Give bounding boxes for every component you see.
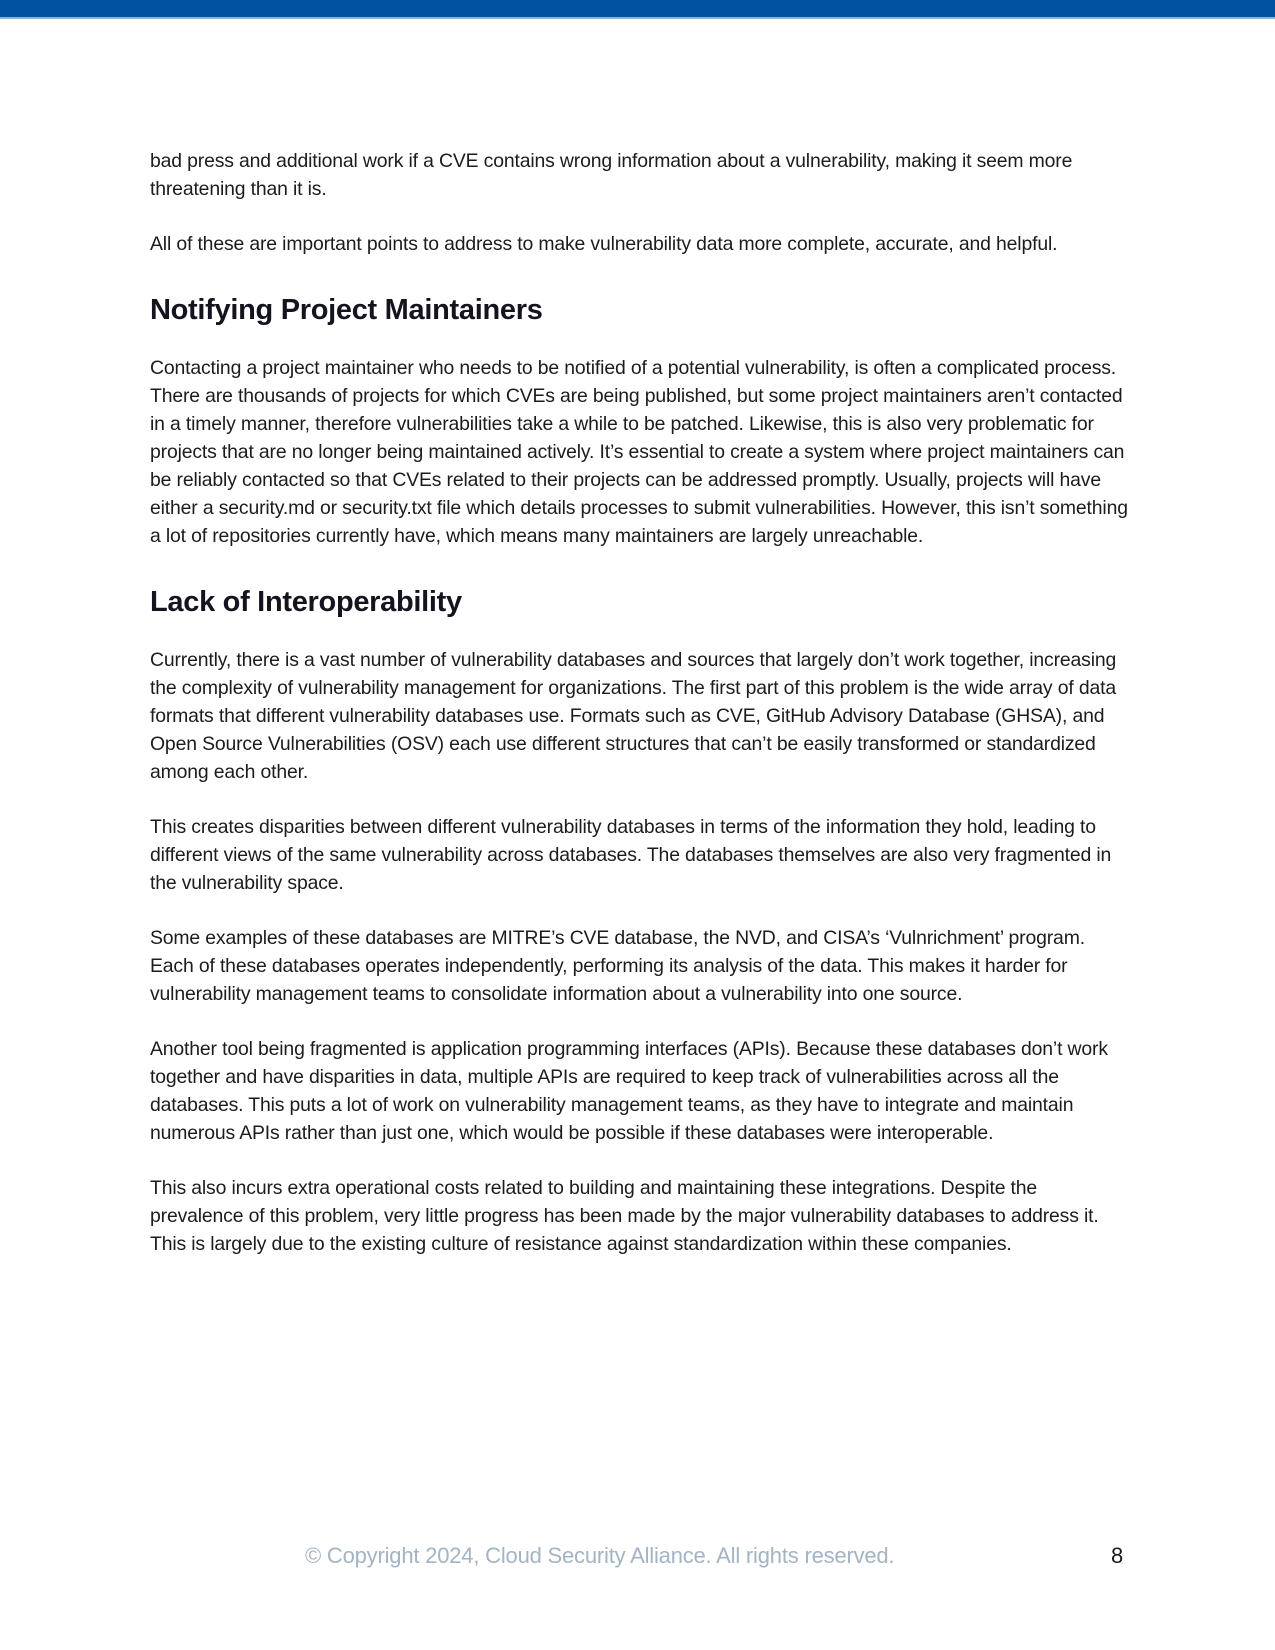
page-content [150,147,1130,1285]
paragraph: This creates disparities between different vulnerability databases in terms of the information they hold, leading to different views of the same vulnerability across databases. The databases themselves are also very fragmented in the vulnerability space. [150,816,1112,894]
page-number: 8 [1111,1543,1124,1568]
copyright-notice: © Copyright 2024, Cloud Security Alliance. All rights reserved. [305,1543,895,1568]
paragraph: Contacting a project maintainer who needs to be notified of a potential vulnerability, is often a complicated process. There are thousands of projects for which CVEs are being published, but some project maintainers aren’t contacted in a timely manner, therefore vulnerabilities take a while to be patched. Likewise, this is also very problematic for projects that are no longer being maintained actively. It’s essential to create a system where project maintainers can be reliably contacted so that CVEs related to their projects can be addressed promptly. Usually, projects will have either a security.md or security.txt file which details processes to submit vulnerabilities. However, this isn’t something a lot of repositories currently have, which means many maintainers are largely unreachable. [150,357,1128,547]
section-heading-notifying-maintainers: Notifying Project Maintainers [150,294,543,326]
paragraph: Another tool being fragmented is application programming interfaces (APIs). Because these databases don’t work together and have disparities in data, multiple APIs are required to keep track of vulnerabilities across all the databases. This puts a lot of work on vulnerability management teams, as they have to integrate and maintain numerous APIs rather than just one, which would be possible if these databases were interoperable. [150,1038,1108,1144]
paragraph: bad press and additional work if a CVE contains wrong information about a vulnerability, making it seem more threatening than it is. [150,150,1073,200]
paragraph: Some examples of these databases are MITRE’s CVE database, the NVD, and CISA’s ‘Vulnrichment’ program. Each of these databases operates independently, performing its analysis of the data. This makes it harder for vulnerability management teams to consolidate information about a vulnerability into one source. [150,927,1085,1005]
paragraph: Currently, there is a vast number of vulnerability databases and sources that largely don’t work together, increasing the complexity of vulnerability management for organizations. The first part of this problem is the wide array of data formats that different vulnerability databases use. Formats such as CVE, GitHub Advisory Database (GHSA), and Open Source Vulnerabilities (OSV) each use different structures that can’t be easily transformed or standardized among each other. [150,649,1117,783]
page-footer [0,1543,1275,1573]
paragraph: This also incurs extra operational costs related to building and maintaining these integrations. Despite the prevalence of this problem, very little progress has been made by the major vulnerability databases to address it. This is largely due to the existing culture of resistance against standardization within these companies. [150,1177,1099,1255]
header-accent-bar [0,0,1275,19]
paragraph: All of these are important points to address to make vulnerability data more complete, accurate, and helpful. [150,233,1058,255]
section-heading-lack-of-interoperability: Lack of Interoperability [150,586,462,618]
